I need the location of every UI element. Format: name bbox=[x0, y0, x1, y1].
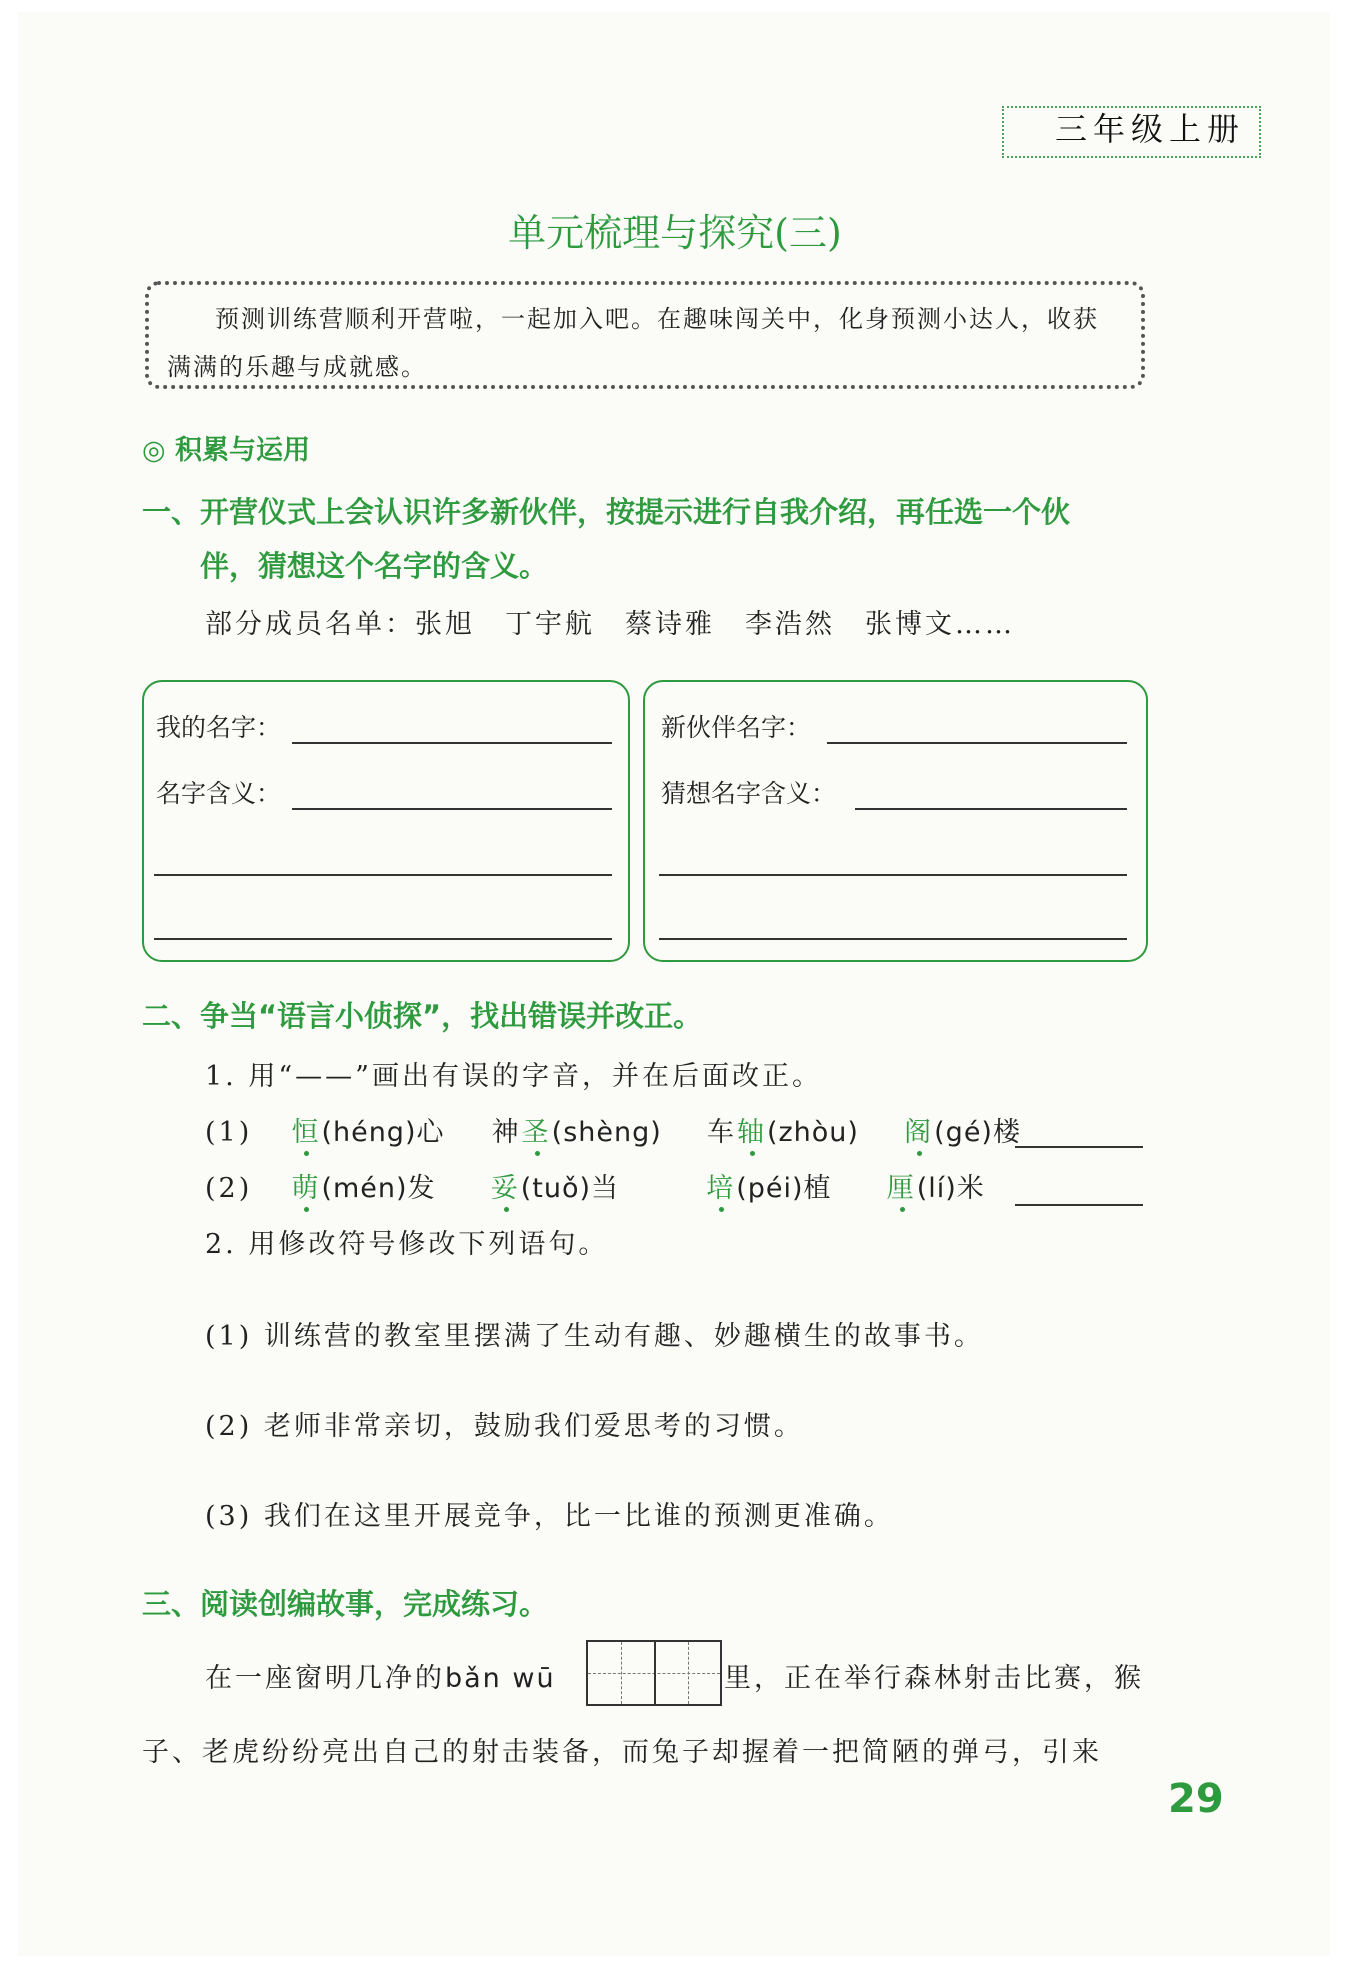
row1-answer-line[interactable] bbox=[1015, 1146, 1143, 1148]
q1-title-line1: 一、开营仪式上会认识许多新伙伴，按提示进行自我介绍，再任选一个伙 bbox=[142, 495, 1071, 529]
my-meaning-label: 名字含义： bbox=[156, 779, 282, 808]
q2-sub2: 2. 用修改符号修改下列语句。 bbox=[205, 1229, 609, 1260]
q2-sub1: 1. 用“——”画出有误的字音，并在后面改正。 bbox=[205, 1061, 822, 1092]
story-start bbox=[205, 1656, 556, 1695]
character-grid[interactable] bbox=[586, 1640, 722, 1706]
row1-char-4[interactable]: 阁 bbox=[904, 1117, 935, 1148]
row2-num: (2) bbox=[205, 1173, 253, 1204]
row1-pre-2: 神 bbox=[491, 1117, 522, 1148]
grid-dash-vertical-1 bbox=[621, 1642, 622, 1704]
section-label: ◎ 积累与运用 bbox=[142, 435, 310, 466]
pinyin-row-1 bbox=[205, 1110, 1023, 1149]
row1-pinyin-4[interactable]: (gé) bbox=[934, 1117, 993, 1148]
row1-pinyin-3[interactable]: (zhòu) bbox=[766, 1117, 859, 1148]
grid-dash-vertical-2 bbox=[688, 1642, 689, 1704]
my-meaning-line[interactable] bbox=[292, 808, 612, 810]
row1-num: (1) bbox=[205, 1117, 253, 1148]
page-number: 29 bbox=[1168, 1776, 1224, 1822]
row2-rest-3: 植 bbox=[803, 1173, 834, 1204]
my-name-label: 我的名字： bbox=[156, 713, 282, 742]
row2-pinyin-1[interactable]: (mén) bbox=[321, 1173, 408, 1204]
row1-pinyin-1[interactable]: (héng) bbox=[321, 1117, 417, 1148]
row1-pinyin-2[interactable]: (shèng) bbox=[551, 1117, 662, 1148]
row1-rest-1: 心 bbox=[416, 1117, 447, 1148]
q1-title-line2: 伴，猜想这个名字的含义。 bbox=[200, 549, 549, 583]
q2-title: 二、争当“语言小侦探”，找出错误并改正。 bbox=[142, 999, 703, 1033]
row1-char-1[interactable]: 恒 bbox=[291, 1117, 322, 1148]
story-pinyin: bǎn wū bbox=[445, 1663, 556, 1694]
row2-char-3[interactable]: 培 bbox=[706, 1173, 737, 1204]
my-name-line[interactable] bbox=[292, 742, 612, 744]
row2-pinyin-3[interactable]: (péi) bbox=[736, 1173, 804, 1204]
sentence-3[interactable]: (3) 我们在这里开展竞争，比一比谁的预测更准确。 bbox=[205, 1501, 894, 1532]
intro-text: 预测训练营顺利开营啦，一起加入吧。在趣味闯关中，化身预测小达人，收获满满的乐趣与成就感。 bbox=[167, 305, 1099, 381]
partner-name-line[interactable] bbox=[827, 742, 1127, 744]
partner-meaning-label: 猜想名字含义： bbox=[661, 779, 837, 808]
my-meaning-line-2[interactable] bbox=[154, 874, 612, 876]
row2-pinyin-2[interactable]: (tuǒ) bbox=[520, 1173, 592, 1204]
row2-char-2[interactable]: 妥 bbox=[490, 1173, 521, 1204]
member-list: 部分成员名单：张旭 丁宇航 蔡诗雅 李浩然 张博文…… bbox=[205, 609, 1015, 640]
intro-box bbox=[145, 281, 1145, 389]
row1-pre-3: 车 bbox=[706, 1117, 737, 1148]
story-after: 里，正在举行森林射击比赛，猴 bbox=[724, 1663, 1144, 1694]
partner-meaning-line-2[interactable] bbox=[659, 874, 1127, 876]
sentence-2[interactable]: (2) 老师非常亲切，鼓励我们爱思考的习惯。 bbox=[205, 1411, 804, 1442]
row2-pinyin-4[interactable]: (lí) bbox=[916, 1173, 957, 1204]
partner-meaning-line-3[interactable] bbox=[659, 938, 1127, 940]
page-title: 单元梳理与探究(三) bbox=[508, 211, 842, 255]
row2-rest-2: 当 bbox=[591, 1173, 622, 1204]
grid-divider bbox=[654, 1642, 656, 1704]
story-start-text: 在一座窗明几净的 bbox=[205, 1663, 445, 1694]
row1-char-2[interactable]: 圣 bbox=[521, 1117, 552, 1148]
row2-rest-4: 米 bbox=[956, 1173, 987, 1204]
row2-char-1[interactable]: 萌 bbox=[291, 1173, 322, 1204]
q3-title: 三、阅读创编故事，完成练习。 bbox=[142, 1587, 549, 1621]
row2-char-4[interactable]: 厘 bbox=[886, 1173, 917, 1204]
my-name-box bbox=[142, 680, 630, 962]
sentence-1[interactable]: (1) 训练营的教室里摆满了生动有趣、妙趣横生的故事书。 bbox=[205, 1321, 984, 1352]
row1-rest-4: 楼 bbox=[992, 1117, 1023, 1148]
pinyin-row-2 bbox=[205, 1166, 987, 1205]
grade-label: 三年级上册 bbox=[1055, 110, 1246, 148]
partner-meaning-line[interactable] bbox=[855, 808, 1127, 810]
partner-name-label: 新伙伴名字： bbox=[661, 713, 812, 742]
row1-char-3[interactable]: 轴 bbox=[736, 1117, 767, 1148]
row2-rest-1: 发 bbox=[407, 1173, 438, 1204]
row2-answer-line[interactable] bbox=[1015, 1204, 1143, 1206]
my-meaning-line-3[interactable] bbox=[154, 938, 612, 940]
story-line2: 子、老虎纷纷亮出自己的射击装备，而兔子却握着一把简陋的弹弓，引来 bbox=[142, 1737, 1102, 1768]
partner-name-box bbox=[643, 680, 1148, 962]
